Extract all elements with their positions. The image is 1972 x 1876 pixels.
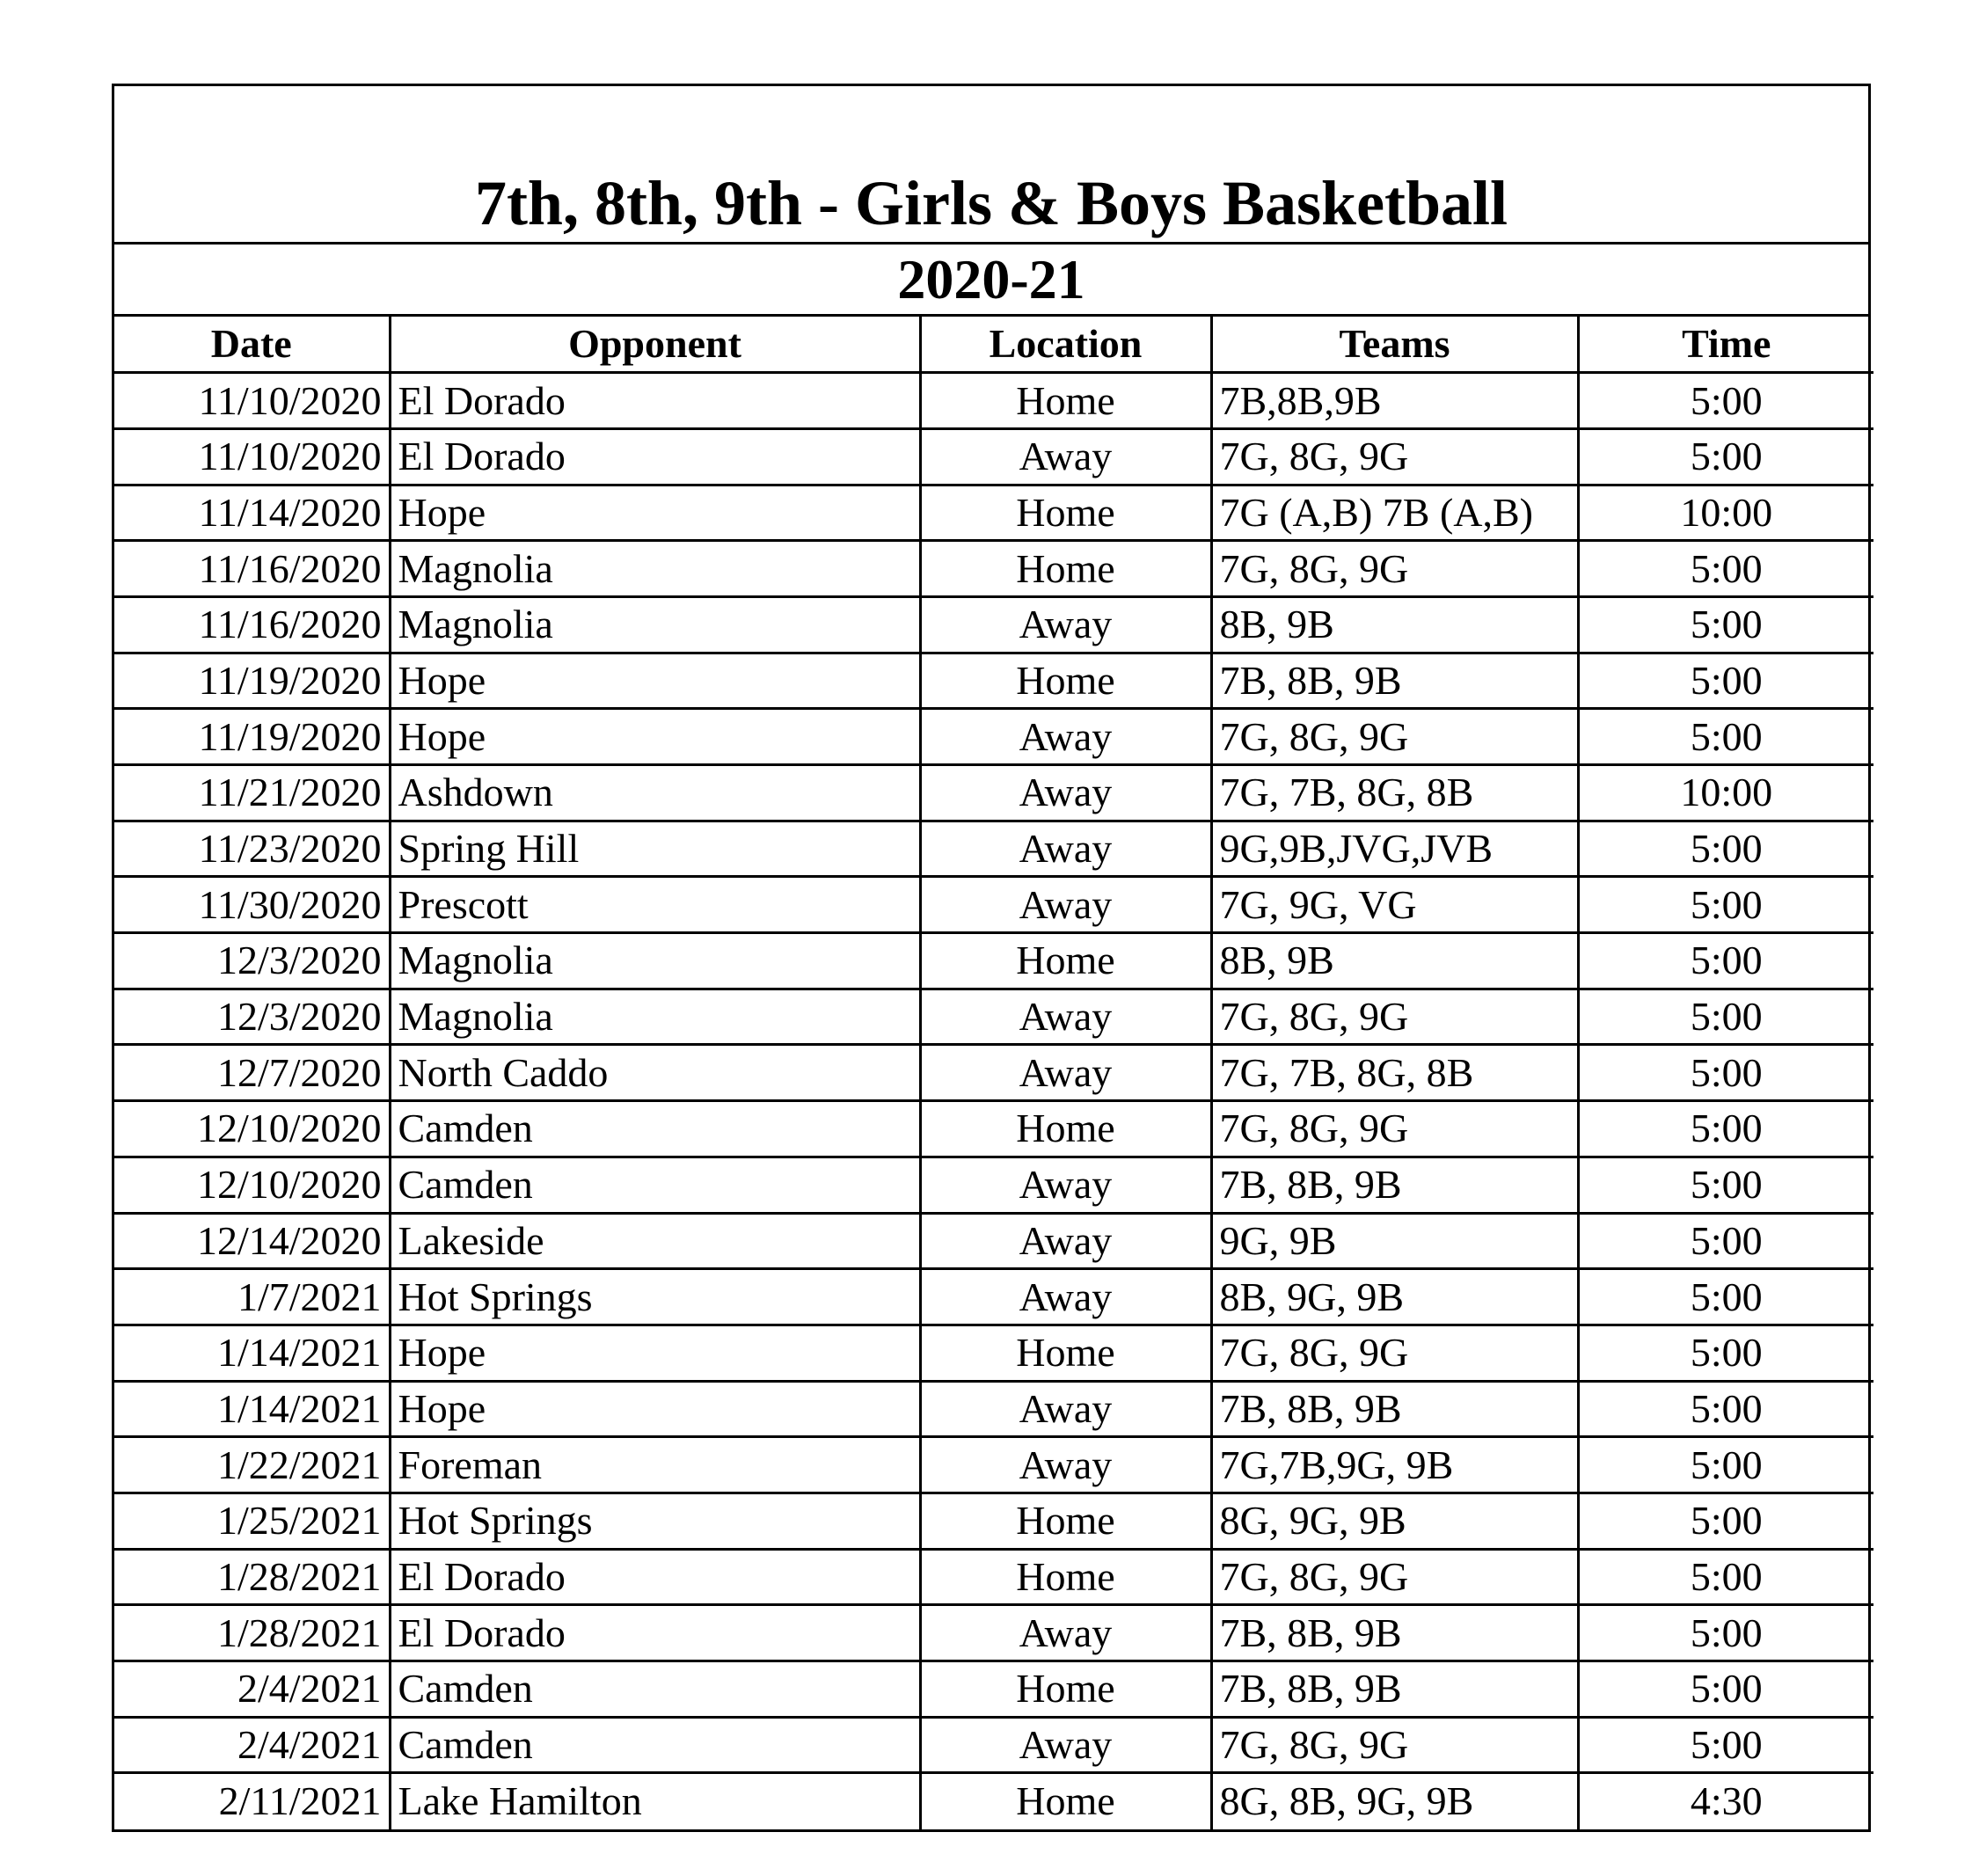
time-cell: 5:00 [1578, 1213, 1873, 1269]
time-cell: 5:00 [1578, 933, 1873, 989]
date-cell: 12/10/2020 [114, 1157, 390, 1213]
time-cell: 5:00 [1578, 1605, 1873, 1661]
opponent-cell: Magnolia [390, 989, 920, 1045]
opponent-cell: Camden [390, 1661, 920, 1718]
location-cell: Away [920, 1213, 1211, 1269]
table-row [114, 428, 1873, 485]
date-cell: 12/14/2020 [114, 1213, 390, 1269]
table-row [114, 541, 1873, 597]
table-row [114, 1213, 1873, 1269]
table-row [114, 709, 1873, 765]
schedule-table [114, 317, 1873, 1829]
table-row [114, 1493, 1873, 1549]
table-row [114, 485, 1873, 541]
teams-cell: 7G, 8G, 9G [1211, 1325, 1578, 1381]
table-row [114, 596, 1873, 653]
season-row [114, 245, 1868, 317]
teams-cell: 7G, 7B, 8G, 8B [1211, 765, 1578, 821]
date-cell: 2/4/2021 [114, 1717, 390, 1773]
opponent-cell: Hope [390, 653, 920, 709]
column-header-time: Time [1578, 317, 1873, 373]
location-cell: Home [920, 653, 1211, 709]
time-cell: 5:00 [1578, 1269, 1873, 1325]
opponent-cell: Hope [390, 1381, 920, 1437]
time-cell: 5:00 [1578, 1101, 1873, 1157]
date-cell: 11/10/2020 [114, 428, 390, 485]
date-cell: 12/3/2020 [114, 989, 390, 1045]
season-label: 2020-21 [897, 247, 1085, 310]
teams-cell: 9G,9B,JVG,JVB [1211, 821, 1578, 877]
teams-cell: 7B, 8B, 9B [1211, 1157, 1578, 1213]
date-cell: 1/25/2021 [114, 1493, 390, 1549]
location-cell: Away [920, 821, 1211, 877]
time-cell: 5:00 [1578, 1717, 1873, 1773]
location-cell: Home [920, 373, 1211, 429]
teams-cell: 7G (A,B) 7B (A,B) [1211, 485, 1578, 541]
header-row [114, 317, 1873, 373]
date-cell: 11/16/2020 [114, 596, 390, 653]
schedule-body [114, 373, 1873, 1829]
table-row [114, 1437, 1873, 1493]
teams-cell: 7G, 7B, 8G, 8B [1211, 1045, 1578, 1101]
time-cell: 10:00 [1578, 485, 1873, 541]
teams-cell: 7G, 8G, 9G [1211, 541, 1578, 597]
teams-cell: 7B, 8B, 9B [1211, 1605, 1578, 1661]
time-cell: 5:00 [1578, 989, 1873, 1045]
time-cell: 5:00 [1578, 596, 1873, 653]
time-cell: 5:00 [1578, 653, 1873, 709]
date-cell: 11/10/2020 [114, 373, 390, 429]
time-cell: 5:00 [1578, 821, 1873, 877]
table-row [114, 933, 1873, 989]
table-row [114, 821, 1873, 877]
opponent-cell: Camden [390, 1157, 920, 1213]
teams-cell: 7G, 9G, VG [1211, 877, 1578, 933]
column-header-date: Date [114, 317, 390, 373]
location-cell: Away [920, 1381, 1211, 1437]
date-cell: 11/30/2020 [114, 877, 390, 933]
teams-cell: 8B, 9G, 9B [1211, 1269, 1578, 1325]
time-cell: 10:00 [1578, 765, 1873, 821]
opponent-cell: El Dorado [390, 373, 920, 429]
teams-cell: 9G, 9B [1211, 1213, 1578, 1269]
table-row [114, 1549, 1873, 1605]
time-cell: 5:00 [1578, 1157, 1873, 1213]
location-cell: Away [920, 765, 1211, 821]
location-cell: Away [920, 989, 1211, 1045]
opponent-cell: Camden [390, 1101, 920, 1157]
table-row [114, 373, 1873, 429]
table-row [114, 1157, 1873, 1213]
teams-cell: 7G, 8G, 9G [1211, 709, 1578, 765]
teams-cell: 7G, 8G, 9G [1211, 1101, 1578, 1157]
table-row [114, 1325, 1873, 1381]
location-cell: Home [920, 1493, 1211, 1549]
teams-cell: 7G, 8G, 9G [1211, 1549, 1578, 1605]
teams-cell: 7G, 8G, 9G [1211, 1717, 1578, 1773]
date-cell: 1/14/2021 [114, 1325, 390, 1381]
location-cell: Away [920, 428, 1211, 485]
teams-cell: 7B,8B,9B [1211, 373, 1578, 429]
table-row [114, 1045, 1873, 1101]
teams-cell: 7G, 8G, 9G [1211, 428, 1578, 485]
page-title: 7th, 8th, 9th - Girls & Boys Basketball [474, 168, 1508, 238]
table-row [114, 989, 1873, 1045]
time-cell: 5:00 [1578, 1437, 1873, 1493]
location-cell: Away [920, 1045, 1211, 1101]
location-cell: Home [920, 1549, 1211, 1605]
location-cell: Home [920, 541, 1211, 597]
time-cell: 5:00 [1578, 709, 1873, 765]
opponent-cell: Hot Springs [390, 1493, 920, 1549]
opponent-cell: Prescott [390, 877, 920, 933]
opponent-cell: Hope [390, 709, 920, 765]
time-cell: 5:00 [1578, 373, 1873, 429]
opponent-cell: North Caddo [390, 1045, 920, 1101]
table-row [114, 1605, 1873, 1661]
date-cell: 11/21/2020 [114, 765, 390, 821]
location-cell: Home [920, 485, 1211, 541]
location-cell: Away [920, 1269, 1211, 1325]
opponent-cell: Lake Hamilton [390, 1773, 920, 1829]
location-cell: Away [920, 1157, 1211, 1213]
teams-cell: 7G,7B,9G, 9B [1211, 1437, 1578, 1493]
date-cell: 1/22/2021 [114, 1437, 390, 1493]
time-cell: 4:30 [1690, 1778, 1763, 1824]
column-header-opponent: Opponent [390, 317, 920, 373]
table-row [114, 1717, 1873, 1773]
time-cell: 5:00 [1578, 1381, 1873, 1437]
time-cell: 5:00 [1578, 1325, 1873, 1381]
time-cell: 5:00 [1578, 1661, 1873, 1718]
date-cell: 1/28/2021 [114, 1605, 390, 1661]
opponent-cell: El Dorado [390, 1549, 920, 1605]
location-cell: Home [920, 1101, 1211, 1157]
date-cell: 11/19/2020 [114, 709, 390, 765]
teams-cell: 7B, 8B, 9B [1211, 1381, 1578, 1437]
table-row [114, 765, 1873, 821]
teams-cell: 7G, 8G, 9G [1211, 989, 1578, 1045]
location-cell: Away [920, 877, 1211, 933]
location-cell: Away [920, 709, 1211, 765]
opponent-cell: Foreman [390, 1437, 920, 1493]
opponent-cell: Spring Hill [390, 821, 920, 877]
opponent-cell: El Dorado [390, 1605, 920, 1661]
date-cell: 1/14/2021 [114, 1381, 390, 1437]
opponent-cell: Magnolia [390, 541, 920, 597]
date-cell: 2/11/2021 [114, 1773, 390, 1829]
time-cell: 5:00 [1578, 1045, 1873, 1101]
date-cell: 12/7/2020 [114, 1045, 390, 1101]
opponent-cell: El Dorado [390, 428, 920, 485]
date-cell: 1/28/2021 [114, 1549, 390, 1605]
column-header-teams: Teams [1211, 317, 1578, 373]
date-cell: 11/19/2020 [114, 653, 390, 709]
table-row [114, 1269, 1873, 1325]
location-cell: Home [920, 1773, 1211, 1829]
location-cell: Home [920, 1325, 1211, 1381]
teams-cell: 7B, 8B, 9B [1211, 1661, 1578, 1718]
opponent-cell: Magnolia [390, 933, 920, 989]
date-cell: 2/4/2021 [114, 1661, 390, 1718]
opponent-cell: Magnolia [390, 596, 920, 653]
location-cell: Away [920, 1605, 1211, 1661]
date-cell: 1/7/2021 [114, 1269, 390, 1325]
table-row [114, 1773, 1873, 1829]
teams-cell: 7B, 8B, 9B [1211, 653, 1578, 709]
title-row [114, 86, 1868, 245]
opponent-cell: Lakeside [390, 1213, 920, 1269]
time-cell: 5:00 [1578, 1549, 1873, 1605]
location-cell: Away [920, 1437, 1211, 1493]
time-cell: 5:00 [1578, 1493, 1873, 1549]
table-row [114, 877, 1873, 933]
opponent-cell: Hot Springs [390, 1269, 920, 1325]
opponent-cell: Hope [390, 1325, 920, 1381]
teams-cell: 8B, 9B [1211, 596, 1578, 653]
date-cell: 11/14/2020 [114, 485, 390, 541]
date-cell: 11/23/2020 [114, 821, 390, 877]
teams-cell: 8B, 9B [1211, 933, 1578, 989]
date-cell: 11/16/2020 [114, 541, 390, 597]
location-cell: Away [920, 1717, 1211, 1773]
location-cell: Home [920, 1661, 1211, 1718]
table-row [114, 653, 1873, 709]
table-row [114, 1381, 1873, 1437]
opponent-cell: Ashdown [390, 765, 920, 821]
opponent-cell: Camden [390, 1717, 920, 1773]
location-cell: Home [920, 933, 1211, 989]
location-cell: Away [920, 596, 1211, 653]
teams-cell: 8G, 8B, 9G, 9B [1211, 1773, 1578, 1829]
opponent-cell: Hope [390, 485, 920, 541]
date-cell: 12/10/2020 [114, 1101, 390, 1157]
teams-cell: 8G, 9G, 9B [1211, 1493, 1578, 1549]
date-cell: 12/3/2020 [114, 933, 390, 989]
schedule-sheet [112, 84, 1871, 1832]
time-cell: 5:00 [1578, 877, 1873, 933]
time-cell: 5:00 [1578, 428, 1873, 485]
table-row [114, 1661, 1873, 1718]
column-header-location: Location [920, 317, 1211, 373]
time-cell: 5:00 [1578, 541, 1873, 597]
table-row [114, 1101, 1873, 1157]
